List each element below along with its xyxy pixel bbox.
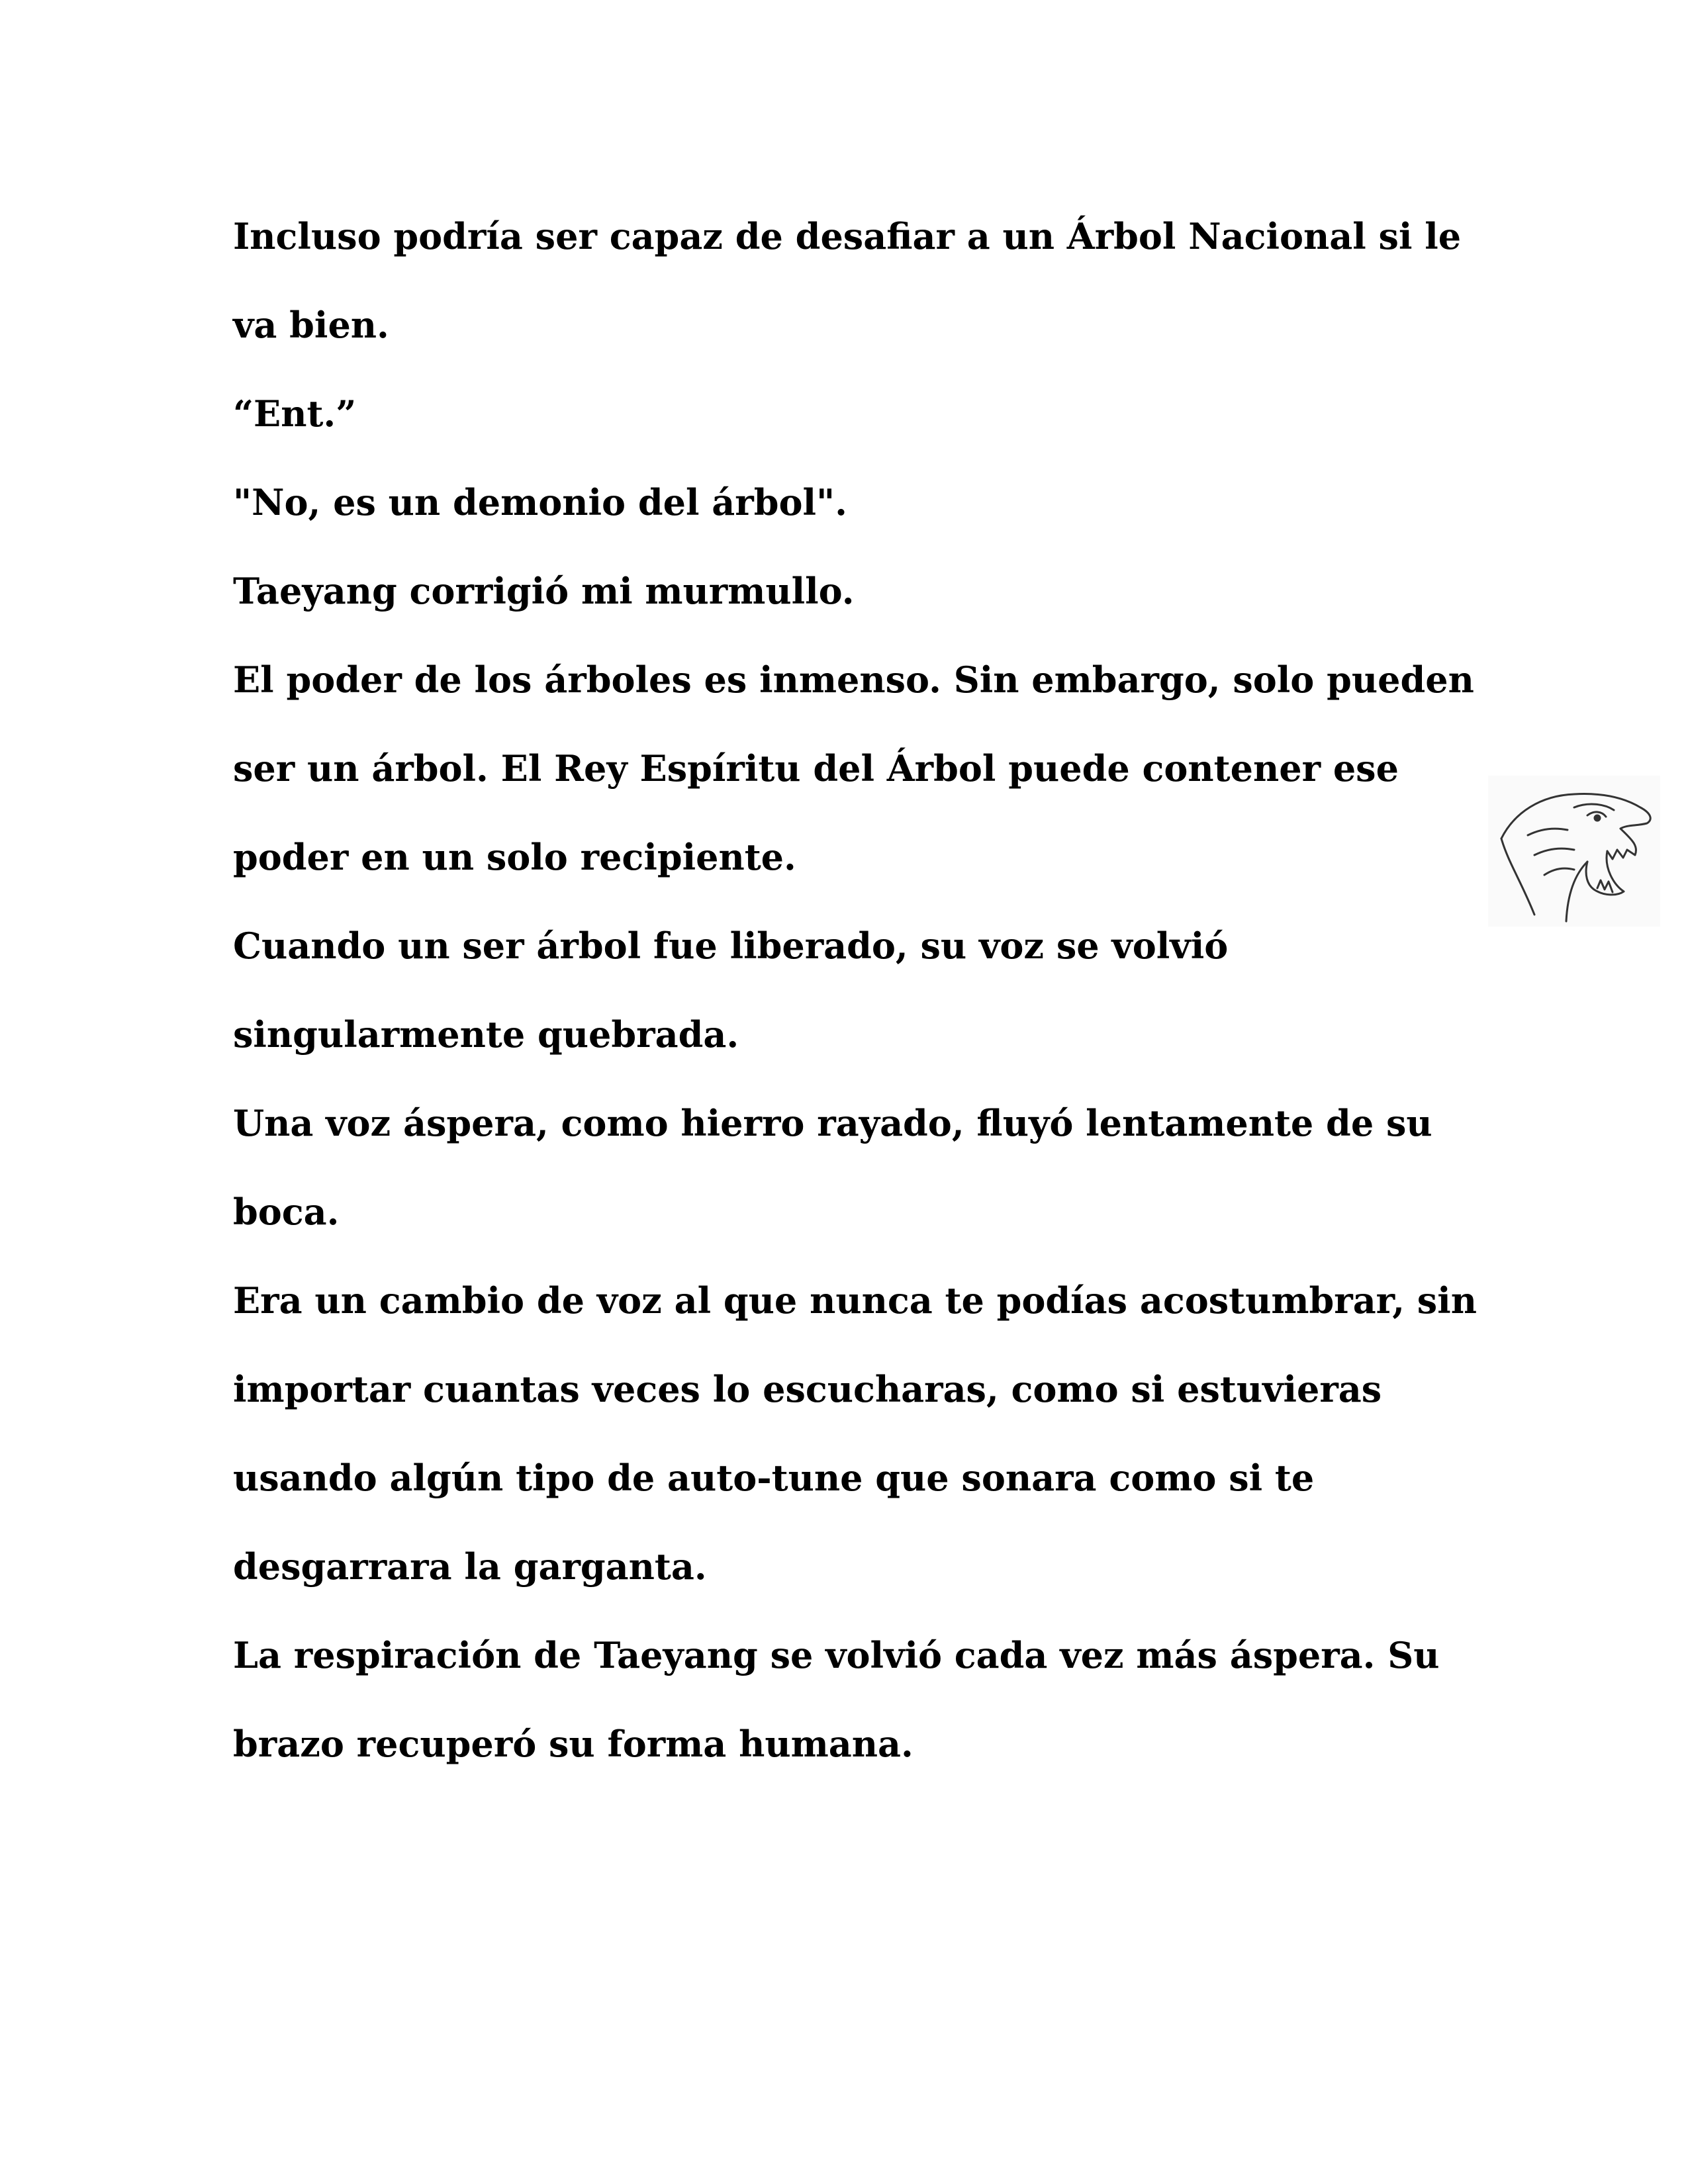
paragraph-8: Era un cambio de voz al que nunca te podías acostumbrar, sin importar cuantas veces lo escucharas, como si estuvieras usando algún tipo de auto-tune que sonara como si te desgarrara la garganta. xyxy=(233,1279,1477,1588)
paragraph-4: Taeyang corrigió mi murmullo. xyxy=(233,570,855,612)
paragraph-9: La respiración de Taeyang se volvió cada vez más áspera. Su brazo recuperó su forma humana. xyxy=(233,1634,1440,1765)
paragraph-3: "No, es un demonio del árbol". xyxy=(233,481,847,523)
body-text xyxy=(233,192,1504,1788)
paragraph-5: El poder de los árboles es inmenso. Sin embargo, solo pueden ser un árbol. El Rey Espíritu del Árbol puede contener ese poder en un solo recipiente. xyxy=(233,659,1474,878)
dinosaur-head-sketch-icon xyxy=(1488,776,1660,927)
paragraph-7: Una voz áspera, como hierro rayado, fluyó lentamente de su boca. xyxy=(233,1102,1432,1233)
paragraph-1: Incluso podría ser capaz de desafiar a un Árbol Nacional si le va bien. xyxy=(233,215,1462,346)
paragraph-2: “Ent.” xyxy=(233,392,357,435)
paragraph-6: Cuando un ser árbol fue liberado, su voz se volvió singularmente quebrada. xyxy=(233,925,1229,1056)
